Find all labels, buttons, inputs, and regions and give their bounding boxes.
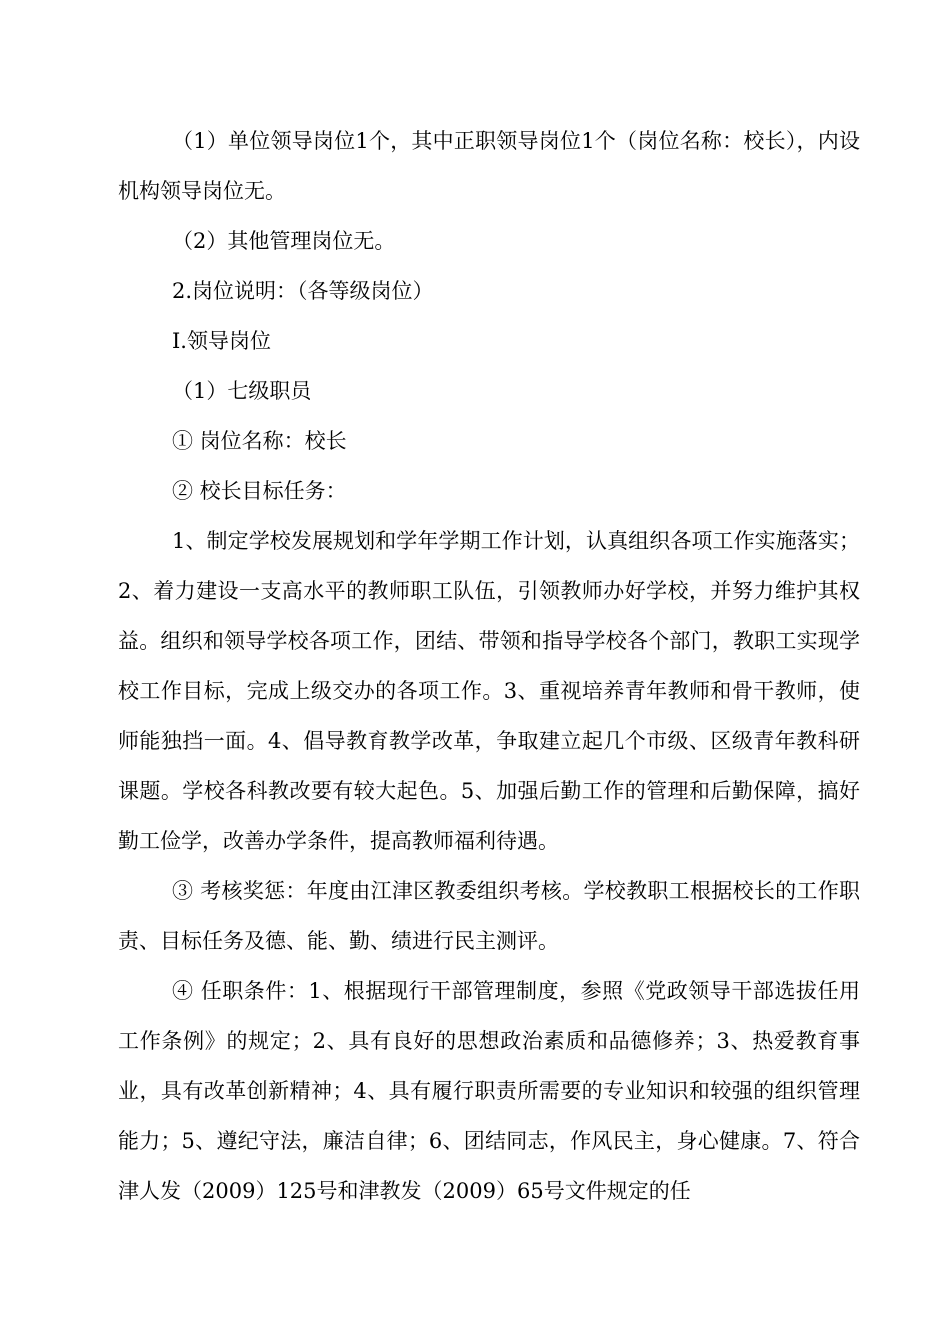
section-heading-leadership: I.领导岗位 <box>172 329 271 353</box>
subheading-grade-seven: （1）七级职员 <box>172 379 312 403</box>
document-body <box>118 116 860 1216</box>
paragraph-leader-posts: （1）单位领导岗位1个，其中正职领导岗位1个（岗位名称：校长），内设机构领导岗位无。 <box>118 129 860 203</box>
paragraph-assessment: ③ 考核奖惩：年度由江津区教委组织考核。学校教职工根据校长的工作职责、目标任务及德、能、勤、绩进行民主测评。 <box>118 879 860 953</box>
item-post-name: ① 岗位名称：校长 <box>172 429 347 453</box>
paragraph-tasks-list: 1、制定学校发展规划和学年学期工作计划，认真组织各项工作实施落实； 2、着力建设一支高水平的教师职工队伍，引领教师办好学校，并努力维护其权益。组织和领导学校各项工作，团结、带领和指导学校各个部门，教职工实现学校工作目标，完成上级交办的各项工作。3、重视培养青年教师和骨干教师，使师能独挡一面。4、倡导教育教学改革，争取建立起几个市级、区级青年教科研课题。学校各科教改要有较大起色。5、加强后勤工作的管理和后勤保障，搞好勤工俭学，改善办学条件，提高教师福利待遇。 <box>118 529 860 853</box>
item-target-tasks: ② 校长目标任务： <box>172 479 347 503</box>
paragraph-post-description-heading: 2.岗位说明：（各等级岗位） <box>172 279 434 303</box>
paragraph-other-management: （2）其他管理岗位无。 <box>172 229 396 253</box>
paragraph-qualifications: ④ 任职条件：1、根据现行干部管理制度，参照《党政领导干部选拔任用工作条例》的规定；2、具有良好的思想政治素质和品德修养；3、热爱教育事业，具有改革创新精神；4、具有履行职责所需要的专业知识和较强的组织管理能力；5、遵纪守法，廉洁自律；6、团结同志，作风民主，身心健康。7、符合津人发（2009）125号和津教发（2009）65号文件规定的任 <box>118 979 860 1203</box>
